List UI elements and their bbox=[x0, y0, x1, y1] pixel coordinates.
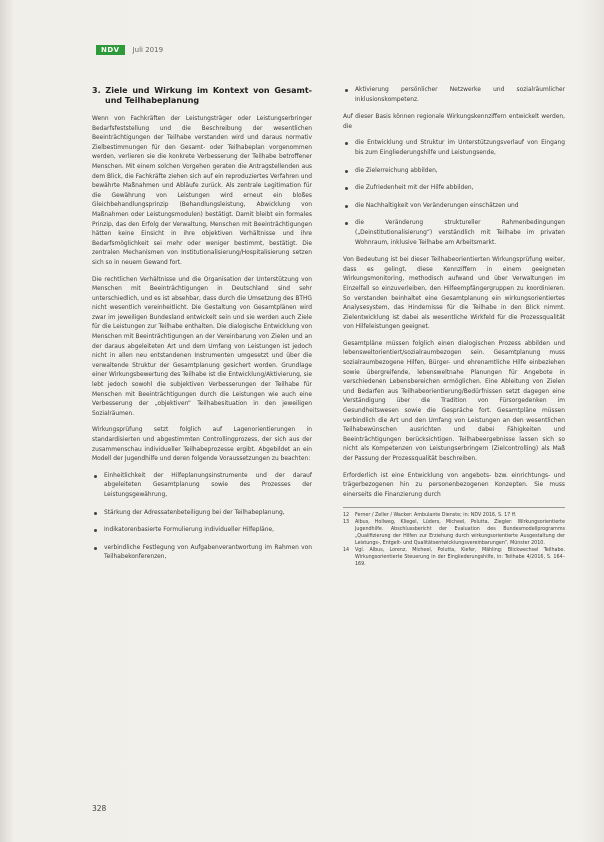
footnotes bbox=[343, 507, 565, 568]
requirements-list bbox=[92, 472, 312, 563]
paragraph: Erforderlich ist eine Entwicklung von angebots- bzw. einrichtungs- und trägerbezogenen hin zu personenbezogenen Konzepten. Sie muss einerseits die Finanzierung durch bbox=[343, 472, 565, 498]
page-number: 328 bbox=[92, 804, 107, 813]
issue-date: Juli 2019 bbox=[132, 46, 164, 54]
running-header bbox=[96, 44, 163, 56]
list-item: die Zufriedenheit mit der Hilfe abbilden, bbox=[343, 184, 565, 194]
footnote bbox=[343, 547, 565, 568]
requirements-list-continued bbox=[343, 86, 565, 105]
paragraph: Wirkungsprüfung setzt folglich auf Lagenorientierungen in standardisierten und abgestimmten Controllingprozess, der sich aus der zusammenschau individueller Teilhabeprozesse ergibt. Abgebildet an ein Modell der Jugendhilfe und deren folgende Voraussetzungen zu beachten: bbox=[92, 427, 312, 463]
footnote-text: Vgl. Albus, Lorenz, Micheel, Polutta, Kiefer, Mähling: Blickwechsel Teilhabe. Wirkungsorientierte Steuerung in der Eingliederungshilfe, in: Teilhabe 4/2016, S. 164–169. bbox=[355, 548, 565, 568]
right-column bbox=[343, 86, 565, 568]
list-item: die Entwicklung und Struktur im Unterstützungsverlauf von Eingang bis zum Eingliederungshilfe und Leistungsende, bbox=[343, 139, 565, 158]
footnote bbox=[343, 519, 565, 547]
list-item: Stärkung der Adressatenbeteiligung bei der Teilhabeplanung, bbox=[92, 509, 312, 519]
list-item: Einheitlichkeit der Hilfeplanungsinstrumente und der darauf abgeleiteten Gesamtplanung sowie des Prozesses der Leistungsgewährung, bbox=[92, 472, 312, 501]
section-title: Ziele und Wirkung im Kontext von Gesamt- und Teilhabeplanung bbox=[105, 86, 312, 105]
footnote bbox=[343, 512, 565, 519]
footnote-number: 12 bbox=[343, 513, 350, 519]
list-item: die Veränderung struktureller Rahmenbedingungen („Deinstitutionalisierung“) verständlich mit Teilhabe im privaten Wohnraum, inklusive Teilhabe am Arbeitsmarkt. bbox=[343, 219, 565, 248]
paragraph: Gesamtpläne müssen folglich einen dialogischen Prozess abbilden und lebensweltorientiert/sozialraumbezogen sein. Gesamtplanung muss sozialraumbezogene Hilfen, Bürger- und ehrenamtliche Hilfe einbeziehen sowie übergreifende, lebensweltnahe Planungen für Angebote in verschiedenen Lebensbereichen ermöglichen. Eine Ableitung von Zielen und Bedarfen aus Teilhabeorientierung/Bedürfnissen setzt dagegen eine Verständigung über die Tradition von Fürsorgedenken im Gesundheitswesen sowie die Gespräche fort. Gesamtpläne müssen verbindlich die Art und den Umfang von Leistungen an den wesentlichen Teilhabewünschen ausrichten und dabei Fähigkeiten und Beeinträchtigungen berücksichtigen. Teilhabeergebnisse lassen sich so nicht als Kompetenzen von Leistungserbringern (Zielcontrolling) als Maß der Passung der Prozessqualität beschreiben. bbox=[343, 340, 565, 462]
list-item: die Nachhaltigkeit von Veränderungen einschätzen und bbox=[343, 202, 565, 212]
indicator-list bbox=[343, 139, 565, 248]
list-item: verbindliche Festlegung von Aufgabenverantwortung im Rahmen von Teilhabekonferenzen, bbox=[92, 544, 312, 563]
paragraph: Die rechtlichen Verhältnisse und die Organisation der Unterstützung von Menschen mit Beeinträchtigungen in Deutschland sind sehr unterschiedlich, und es ist absehbar, dass durch die Umsetzung des BTHG nicht wesentlich vereinheitlicht. Die Gestaltung von Gesamtplänen wird zwar im jeweiligen Bundesland entwickelt sein und sie werden auch Ziele für die Leistungen zur Teilhabe enthalten. Die dialogische Entwicklung von Menschen mit Beeinträchtigungen an der Vereinbarung von Zielen und an der daraus abgeleiteten Art und dem Umfang von Leistungen ist jedoch nicht in allen neu entstandenen Instrumenten umgesetzt und über die verwaltende Struktur der Gesamtplanung gesichert worden. Grundlage einer Wirkungsbewertung des Teilhabe ist die Entwicklung/Aktivierung, sie lebt jedoch sowohl die subjektiven Verbesserungen der Teilhabe für Menschen mit Beeinträchtigungen durch die Leistungen wie auch eine Verbesserung der „objektiven“ Teilhabesituation in den jeweiligen Sozialräumen. bbox=[92, 276, 312, 417]
list-item: die Zielerreichung abbilden, bbox=[343, 167, 565, 177]
section-heading bbox=[92, 86, 312, 106]
left-column bbox=[92, 86, 312, 571]
paragraph: Wenn von Fachkräften der Leistungsträger oder Leistungserbringer Bedarfsfeststellung und die Beschreibung der wesentlichen Beeinträchtigungen der Teilhabe verstanden wird und daraus normativ Zielbestimmungen für den Gesamt- oder Teilhabeplan vorgenommen werden, verlieren sie die konkrete Verbesserung der Teilhabe betroffener Menschen. Mit einem solchen Vorgehen geraten die Antragstellenden aus dem Blick, die Fachkräfte ziehen sich auf ein reproduziertes Verfahren und bewährte Maßnahmen und Abläufe zurück. Als zentrale Legitimation für die Gewährung von Leistungen wird erneut ein bloßes Gleichbehandlungsprinzip (Behandlungsleistung, Abwicklung von Maßnahmen oder Leistungsmodulen) bestätigt. Damit bleibt ein formales Prinzip, das den Erfolg der Verwaltung, Menschen mit Beeinträchtigungen hätten keine Einsicht in ihre objektiven Verhältnisse und ihre Bedarfsmöglichkeit sei mehr oder weniger bestimmt, bestätigt. Die zentralen Mechanismen von Institutionalisierung/Hospitalisierung setzen sich so in neuem Gewand fort. bbox=[92, 116, 312, 266]
journal-badge: NDV bbox=[96, 45, 125, 55]
footnote-number: 14 bbox=[343, 548, 350, 554]
list-item: Indikatorenbasierte Formulierung individueller Hilfepläne, bbox=[92, 526, 312, 536]
list-item: Aktivierung persönlicher Netzwerke und sozialräumlicher Inklusionskompetenz. bbox=[343, 86, 565, 105]
footnote-text: Ferner / Zeller / Wacker: Ambulante Dienste; in: NDV 2016, S. 17 ff. bbox=[355, 513, 517, 519]
footnote-text: Albus, Hollweg, Kliegel, Lüders, Micheel, Polutta, Ziegler: Wirkungsorientierte Jugendhilfe. Abschlussbericht der Evaluation des Bundesmodellprogramms „Qualifizierung der Hilfen zur Erziehung durch wirkungsorientierte Ausgestaltung der Leistungs-, Entgelt- und Qualitätsentwicklungsvereinbarungen“, Münster 2010. bbox=[355, 520, 565, 547]
paragraph: Auf dieser Basis können regionale Wirkungskennziffern entwickelt werden, die bbox=[343, 114, 565, 130]
footnote-number: 13 bbox=[343, 520, 350, 526]
section-number: 3. bbox=[92, 86, 101, 95]
paragraph: Von Bedeutung ist bei dieser Teilhabeorientierten Wirkungsprüfung weiter, dass es gelingt, diese Kennziffern in einem geeigneten Wirkungsmonitoring, methodisch aufwand und über Verwaltungen im Einzelfall so einzuverleiben, den Hilfeempfängergruppen zu koordinieren. So verstanden beinhaltet eine Gesamtplanung ein wirkungsorientiertes Analysesystem, das Hindernisse für die Teilhabe in den Blick nimmt. Zielentwicklung ist dabei als wesentliche Wirkfeld für die Prozessqualität von Hilfeleistungen geeignet. bbox=[343, 257, 565, 331]
